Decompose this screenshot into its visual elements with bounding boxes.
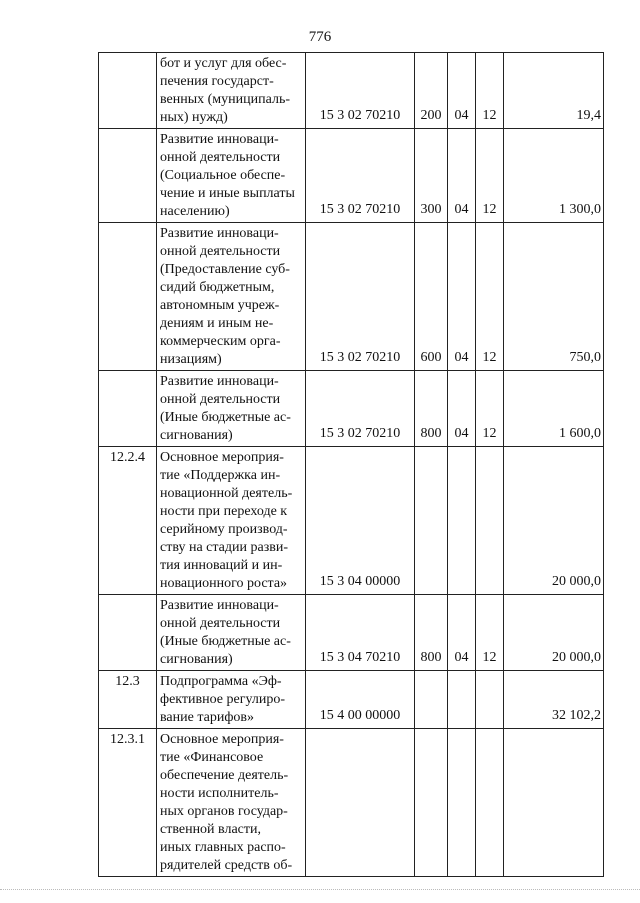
row-number: 12.3.1 — [99, 729, 157, 877]
row-name-line: Развитие инноваци- — [160, 374, 279, 389]
row-section — [448, 447, 476, 595]
table-row — [99, 53, 604, 129]
row-subsection — [476, 729, 504, 877]
table-row — [99, 595, 604, 671]
row-number: 12.3 — [99, 671, 157, 729]
table-row — [99, 223, 604, 371]
row-name — [157, 129, 306, 223]
row-name-line: Развитие инноваци- — [160, 226, 279, 241]
row-name-line: (Иные бюджетные ас- — [160, 634, 291, 649]
scan-edge-line — [0, 889, 640, 891]
budget-table — [98, 52, 604, 877]
row-subsection: 12 — [476, 595, 504, 671]
row-name-line: ности исполнитель- — [160, 786, 279, 801]
row-amount: 1 600,0 — [504, 371, 604, 447]
row-name-line: тие «Финансовое — [160, 750, 264, 765]
row-name-line: фективное регулиро- — [160, 692, 285, 707]
row-name-line: чение и иные выплаты — [160, 186, 295, 201]
row-name — [157, 223, 306, 371]
row-name — [157, 729, 306, 877]
row-expense-type: 800 — [415, 371, 448, 447]
row-section: 04 — [448, 53, 476, 129]
row-target-code: 15 3 04 70210 — [306, 595, 415, 671]
table-row — [99, 371, 604, 447]
row-name-line: Подпрограмма «Эф- — [160, 674, 282, 689]
row-number — [99, 223, 157, 371]
row-name-line: бот и услуг для обес- — [160, 56, 287, 71]
row-name-line: Основное мероприя- — [160, 450, 284, 465]
row-name-line: вание тарифов» — [160, 710, 255, 725]
row-name-line: Развитие инноваци- — [160, 598, 279, 613]
row-name-line: новационного роста» — [160, 576, 288, 591]
row-name-line: онной деятельности — [160, 244, 281, 259]
row-name-line: коммерческим орга- — [160, 334, 281, 349]
row-name-line: иных главных распо- — [160, 840, 286, 855]
row-name-line: венных (муниципаль- — [160, 92, 290, 107]
row-expense-type: 800 — [415, 595, 448, 671]
row-name-line: тия инноваций и ин- — [160, 558, 283, 573]
row-number — [99, 595, 157, 671]
row-name — [157, 371, 306, 447]
table-row — [99, 671, 604, 729]
row-target-code: 15 3 02 70210 — [306, 371, 415, 447]
row-name-line: автономным учреж- — [160, 298, 280, 313]
row-name-line: ству на стадии разви- — [160, 540, 289, 555]
table-row — [99, 729, 604, 877]
row-name-line: сидий бюджетным, — [160, 280, 275, 295]
row-section: 04 — [448, 595, 476, 671]
table-row — [99, 447, 604, 595]
row-name-line: рядителей средств об- — [160, 858, 293, 873]
row-name-line: низациям) — [160, 352, 222, 367]
row-target-code: 15 4 00 00000 — [306, 671, 415, 729]
row-name-line: ственной власти, — [160, 822, 262, 837]
table-row — [99, 129, 604, 223]
row-subsection: 12 — [476, 53, 504, 129]
row-number — [99, 53, 157, 129]
row-name-line: населению) — [160, 204, 230, 219]
row-name-line: дениям и иным не- — [160, 316, 274, 331]
row-name-line: онной деятельности — [160, 150, 281, 165]
row-name-line: (Предоставление суб- — [160, 262, 290, 277]
row-name-line: сигнования) — [160, 652, 233, 667]
row-expense-type: 300 — [415, 129, 448, 223]
row-name-line: (Социальное обеспе- — [160, 168, 286, 183]
row-name-line: серийному производ- — [160, 522, 288, 537]
row-expense-type — [415, 729, 448, 877]
row-subsection — [476, 671, 504, 729]
row-number: 12.2.4 — [99, 447, 157, 595]
row-amount — [504, 729, 604, 877]
row-subsection: 12 — [476, 371, 504, 447]
row-expense-type: 600 — [415, 223, 448, 371]
row-name-line: тие «Поддержка ин- — [160, 468, 281, 483]
row-section — [448, 729, 476, 877]
row-name-line: онной деятельности — [160, 616, 281, 631]
row-target-code: 15 3 02 70210 — [306, 129, 415, 223]
row-name-line: сигнования) — [160, 428, 233, 443]
table-body — [99, 53, 604, 877]
row-section: 04 — [448, 129, 476, 223]
row-amount: 750,0 — [504, 223, 604, 371]
row-name-line: Основное мероприя- — [160, 732, 284, 747]
row-name-line: онной деятельности — [160, 392, 281, 407]
row-amount: 20 000,0 — [504, 447, 604, 595]
row-expense-type — [415, 447, 448, 595]
row-name-line: обеспечение деятель- — [160, 768, 289, 783]
row-name-line: новационной деятель- — [160, 486, 293, 501]
row-name — [157, 53, 306, 129]
row-target-code: 15 3 04 00000 — [306, 447, 415, 595]
row-name-line: (Иные бюджетные ас- — [160, 410, 291, 425]
row-expense-type: 200 — [415, 53, 448, 129]
row-amount: 20 000,0 — [504, 595, 604, 671]
row-name-line: Развитие инноваци- — [160, 132, 279, 147]
row-target-code: 15 3 02 70210 — [306, 223, 415, 371]
row-subsection: 12 — [476, 129, 504, 223]
row-amount: 19,4 — [504, 53, 604, 129]
row-target-code — [306, 729, 415, 877]
row-number — [99, 129, 157, 223]
row-section: 04 — [448, 223, 476, 371]
row-expense-type — [415, 671, 448, 729]
row-name-line: ных) нужд) — [160, 110, 228, 125]
row-subsection — [476, 447, 504, 595]
row-name-line: печения государст- — [160, 74, 274, 89]
row-name — [157, 447, 306, 595]
page-number: 776 — [308, 29, 332, 45]
row-name — [157, 671, 306, 729]
row-name-line: ности при переходе к — [160, 504, 288, 519]
row-section: 04 — [448, 371, 476, 447]
row-name — [157, 595, 306, 671]
row-subsection: 12 — [476, 223, 504, 371]
row-number — [99, 371, 157, 447]
row-target-code: 15 3 02 70210 — [306, 53, 415, 129]
row-amount: 1 300,0 — [504, 129, 604, 223]
row-name-line: ных органов государ- — [160, 804, 288, 819]
row-section — [448, 671, 476, 729]
row-amount: 32 102,2 — [504, 671, 604, 729]
